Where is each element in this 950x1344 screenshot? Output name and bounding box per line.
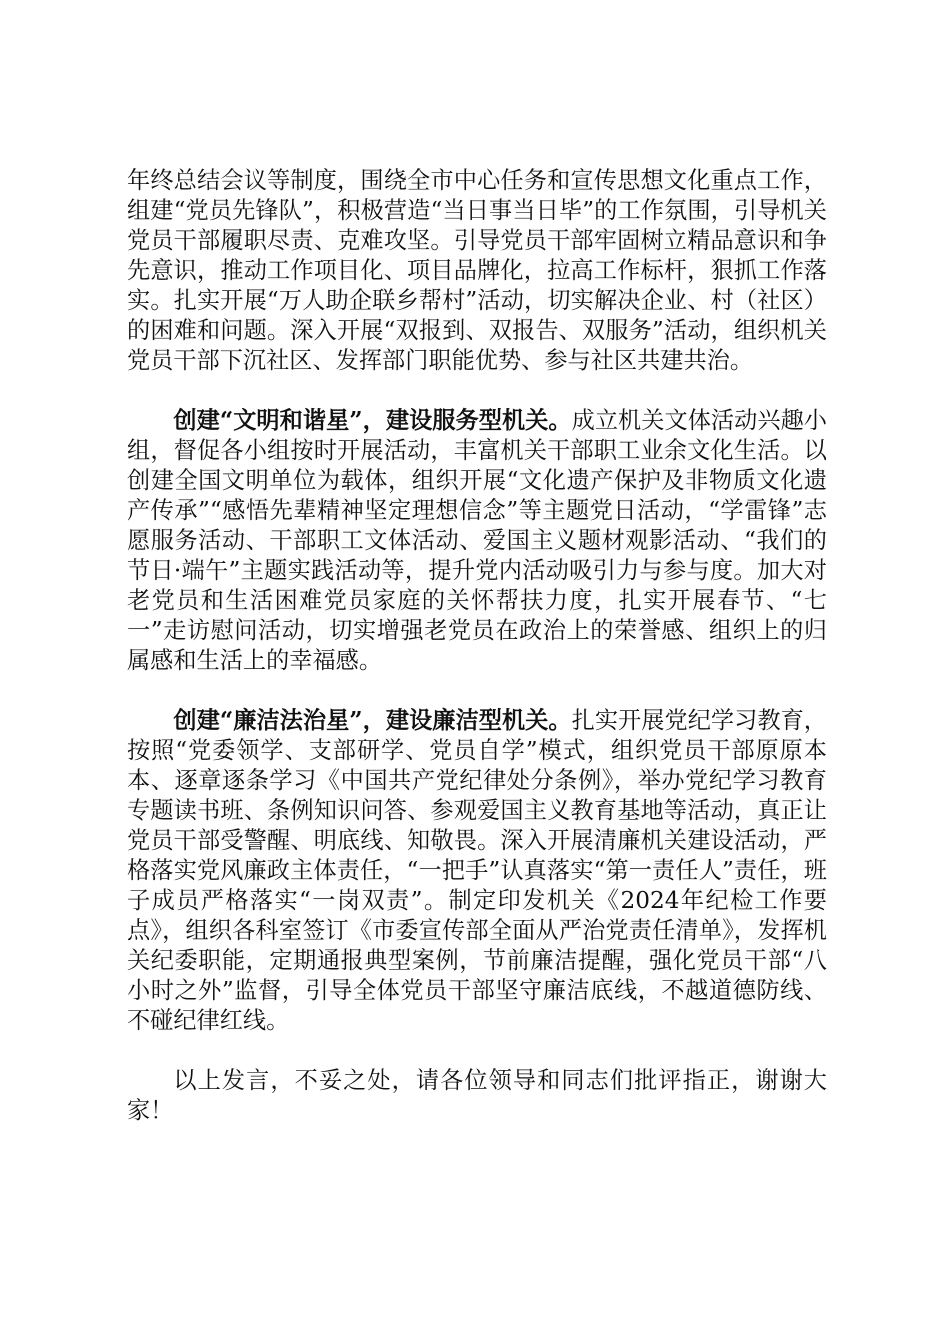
paragraph-text: 成立机关文体活动兴趣小组，督促各小组按时开展活动，丰富机关干部职工业余文化生活。以创建全国文明单位为载体，组织开展“文化遗产保护及非物质文化遗产传承”“感悟先辈精神坚定理想信念”等主题党日活动，“学雷锋”志愿服务活动、干部职工文体活动、爱国主义题材观影活动、“我们的节日·端午”主题实践活动等，提升党内活动吸引力与参与度。加大对老党员和生活困难党员家庭的关怀帮扶力度，扎实开展春节、“七一”走访慰问活动，切实增强老党员在政治上的荣誉感、组织上的归属感和生活上的幸福感。 — [127, 407, 827, 674]
paragraph-heading: 创建“廉洁法治星”，建设廉洁型机关。 — [173, 707, 572, 734]
paragraph-text: 以上发言，不妥之处，请各位领导和同志们批评指正，谢谢大家！ — [127, 1067, 827, 1124]
paragraph-heading: 创建“文明和谐星”，建设服务型机关。 — [173, 407, 572, 434]
paragraph-continued — [127, 166, 827, 376]
paragraph-text: 年终总结会议等制度，围绕全市中心任务和宣传思想文化重点工作，组建“党员先锋队”，积极营造“当日事当日毕”的工作氛围，引导机关党员干部履职尽责、克难攻坚。引导党员干部牢固树立精品意识和争先意识，推动工作项目化、项目品牌化，拉高工作标杆，狠抓工作落实。扎实开展“万人助企联乡帮村”活动，切实解决企业、村（社区）的困难和问题。深入开展“双报到、双报告、双服务”活动，组织机关党员干部下沉社区、发挥部门职能优势、参与社区共建共治。 — [127, 167, 827, 374]
paragraph-text: 扎实开展党纪学习教育，按照“党委领学、支部研学、党员自学”模式，组织党员干部原原本本、逐章逐条学习《中国共产党纪律处分条例》，举办党纪学习教育专题读书班、条例知识问答、参观爱国主义教育基地等活动，真正让党员干部受警醒、明底线、知敬畏。深入开展清廉机关建设活动，严格落实党风廉政主体责任，“一把手”认真落实“第一责任人”责任，班子成员严格落实“一岗双责”。制定印发机关《2024年纪检工作要点》，组织各科室签订《市委宣传部全面从严治党责任清单》，发挥机关纪委职能，定期通报典型案例，节前廉洁提醒，强化党员干部“八小时之外”监督，引导全体党员干部坚守廉洁底线，不越道德防线、不碰纪律红线。 — [127, 707, 827, 1034]
paragraph-integrity-organ — [127, 706, 827, 1036]
paragraph-service-organ — [127, 406, 827, 676]
paragraph-closing — [127, 1066, 827, 1126]
document-body — [127, 166, 827, 1126]
